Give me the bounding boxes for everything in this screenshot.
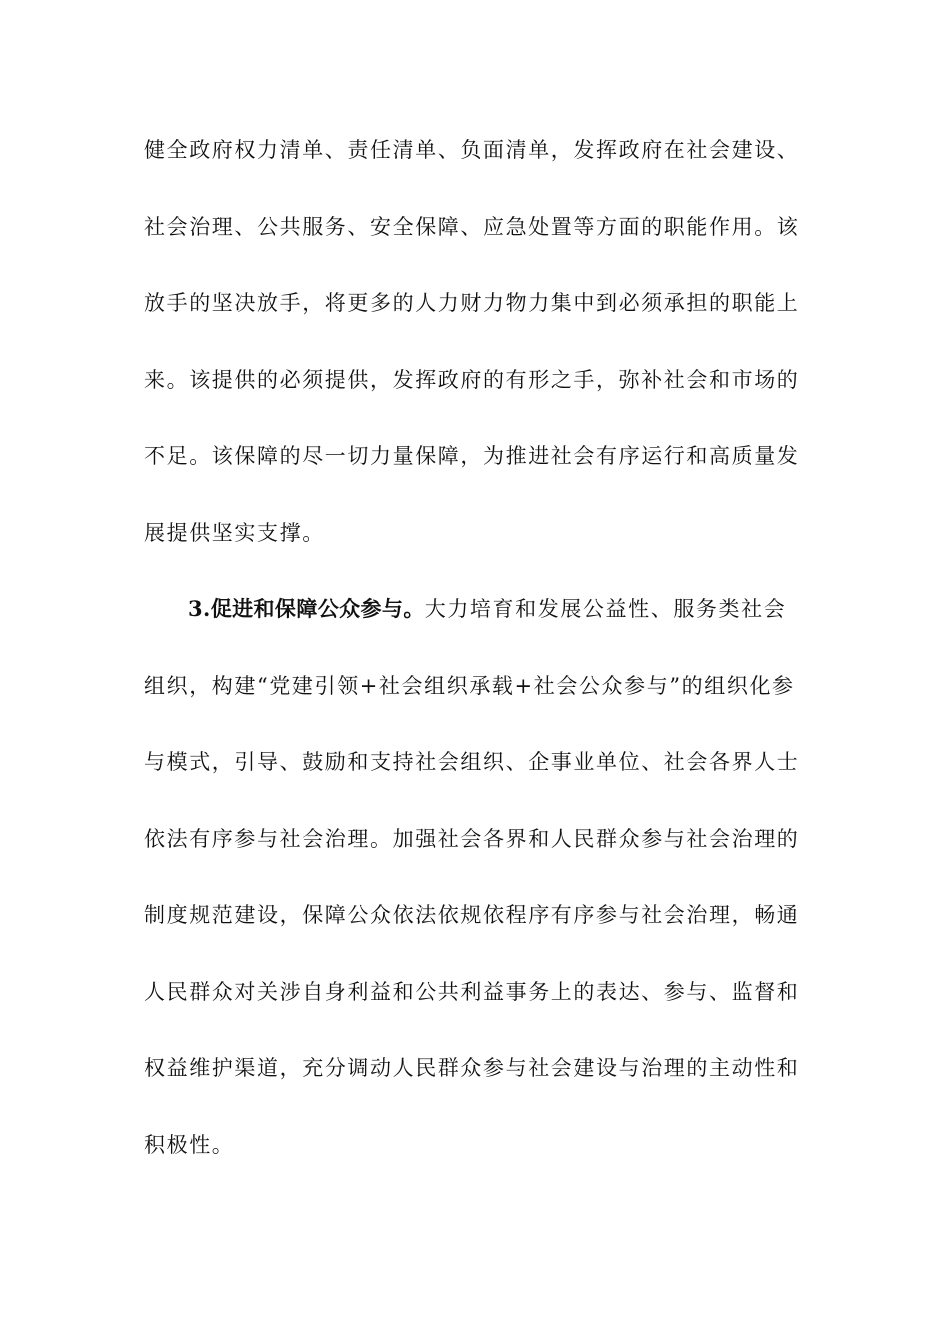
text-line: 与模式，引导、鼓励和支持社会组织、企事业单位、社会各界人士 (144, 750, 800, 774)
text-line: 健全政府权力清单、责任清单、负面清单，发挥政府在社会建设、 (144, 138, 800, 162)
document-body (144, 122, 804, 1193)
text-line: 社会治理、公共服务、安全保障、应急处置等方面的职能作用。该 (144, 214, 800, 239)
text-line: 依法有序参与社会治理。加强社会各界和人民群众参与社会治理的 (144, 826, 800, 851)
text-line: 不足。该保障的尽一切力量保障，为推进社会有序运行和高质量发 (144, 444, 800, 468)
text-line: 人民群众对关涉自身利益和公共利益事务上的表达、参与、监督和 (144, 979, 800, 1004)
text-line-remainder: 大力培育和发展公益性、服务类社会 (424, 597, 787, 621)
text-line: 展提供坚实支撑。 (144, 520, 325, 545)
text-line: 放手的坚决放手，将更多的人力财力物力集中到必须承担的职能上 (144, 291, 800, 315)
text-line: 积极性。 (144, 1132, 235, 1157)
section-heading: 3.促进和保障公众参与。 (188, 596, 425, 621)
text-line: 制度规范建设，保障公众依法依规依程序有序参与社会治理，畅通 (144, 903, 800, 927)
text-line-first (144, 581, 804, 658)
paragraph-public-participation (144, 581, 804, 1193)
text-line: 组织，构建“党建引领+社会组织承载+社会公众参与”的组织化参 (144, 673, 795, 698)
paragraph-government-functions (144, 122, 804, 581)
text-line: 权益维护渠道，充分调动人民群众参与社会建设与治理的主动性和 (144, 1056, 800, 1080)
text-line: 来。该提供的必须提供，发挥政府的有形之手，弥补社会和市场的 (144, 367, 800, 392)
